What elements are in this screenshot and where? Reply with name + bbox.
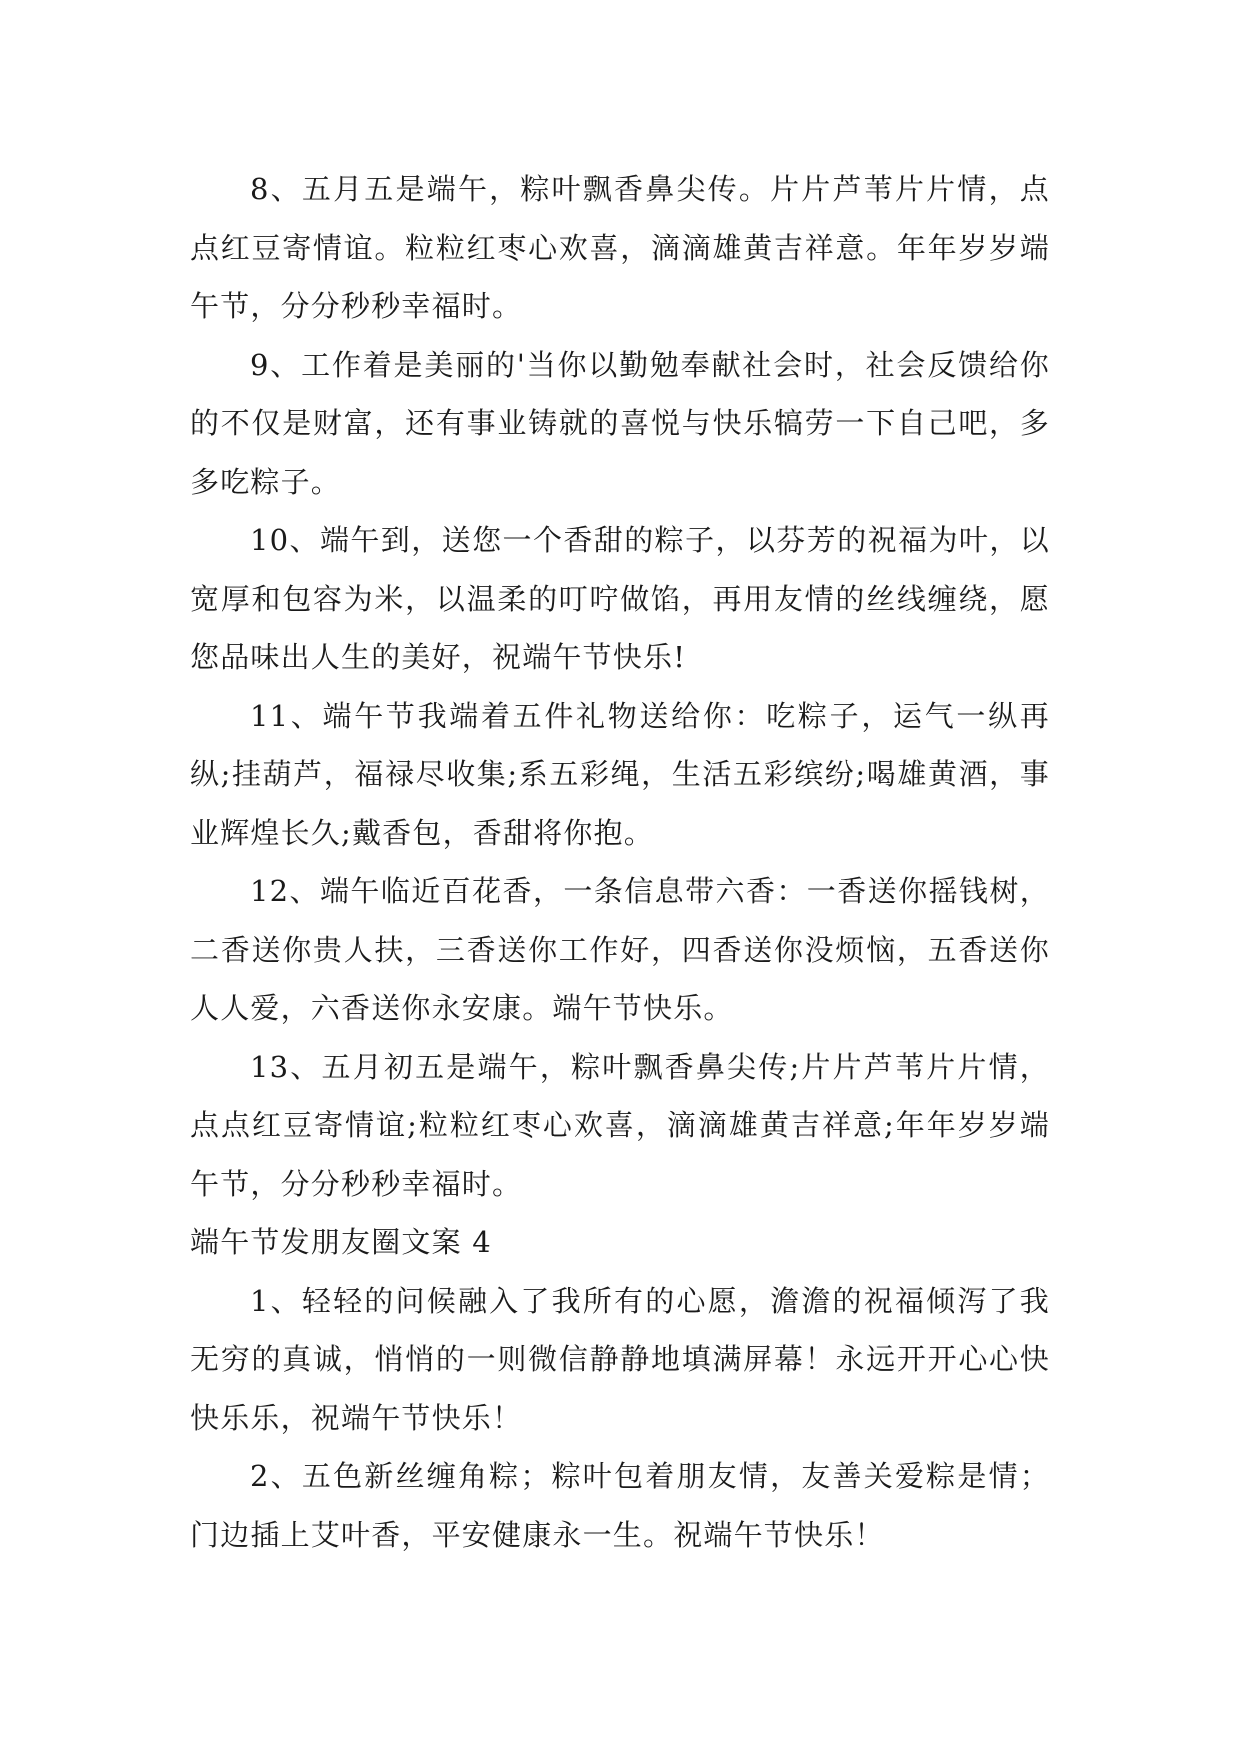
paragraph-s4-1: 1、轻轻的问候融入了我所有的心愿，澹澹的祝福倾泻了我无穷的真诚，悄悄的一则微信静静地填满屏幕！永远开开心心快快乐乐，祝端午节快乐！	[190, 1283, 1050, 1435]
paragraph-8: 8、五月五是端午，粽叶飘香鼻尖传。片片芦苇片片情，点点红豆寄情谊。粒粒红枣心欢喜，滴滴雄黄吉祥意。年年岁岁端午节，分分秒秒幸福时。	[190, 172, 1050, 323]
paragraph-s4-2: 2、五色新丝缠角粽；粽叶包着朋友情，友善关爱粽是情；门边插上艾叶香，平安健康永一生。祝端午节快乐！	[190, 1459, 1050, 1552]
section-heading: 端午节发朋友圈文案 4	[190, 1225, 492, 1259]
paragraph-13: 13、五月初五是端午，粽叶飘香鼻尖传;片片芦苇片片情，点点红豆寄情谊;粒粒红枣心欢喜，滴滴雄黄吉祥意;年年岁岁端午节，分分秒秒幸福时。	[190, 1049, 1050, 1201]
document-page	[190, 160, 1050, 1564]
paragraph-9: 9、工作着是美丽的'当你以勤勉奉献社会时，社会反馈给你的不仅是财富，还有事业铸就的喜悦与快乐犒劳一下自己吧，多多吃粽子。	[190, 347, 1050, 499]
paragraph-12: 12、端午临近百花香，一条信息带六香：一香送你摇钱树，二香送你贵人扶，三香送你工作好，四香送你没烦恼，五香送你人人爱，六香送你永安康。端午节快乐。	[190, 874, 1050, 1025]
paragraph-11: 11、端午节我端着五件礼物送给你：吃粽子，运气一纵再纵;挂葫芦，福禄尽收集;系五彩绳，生活五彩缤纷;喝雄黄酒，事业辉煌长久;戴香包，香甜将你抱。	[190, 698, 1050, 850]
paragraph-10: 10、端午到，送您一个香甜的粽子，以芬芳的祝福为叶，以宽厚和包容为米，以温柔的叮咛做馅，再用友情的丝线缠绕，愿您品味出人生的美好，祝端午节快乐!	[190, 523, 1050, 674]
